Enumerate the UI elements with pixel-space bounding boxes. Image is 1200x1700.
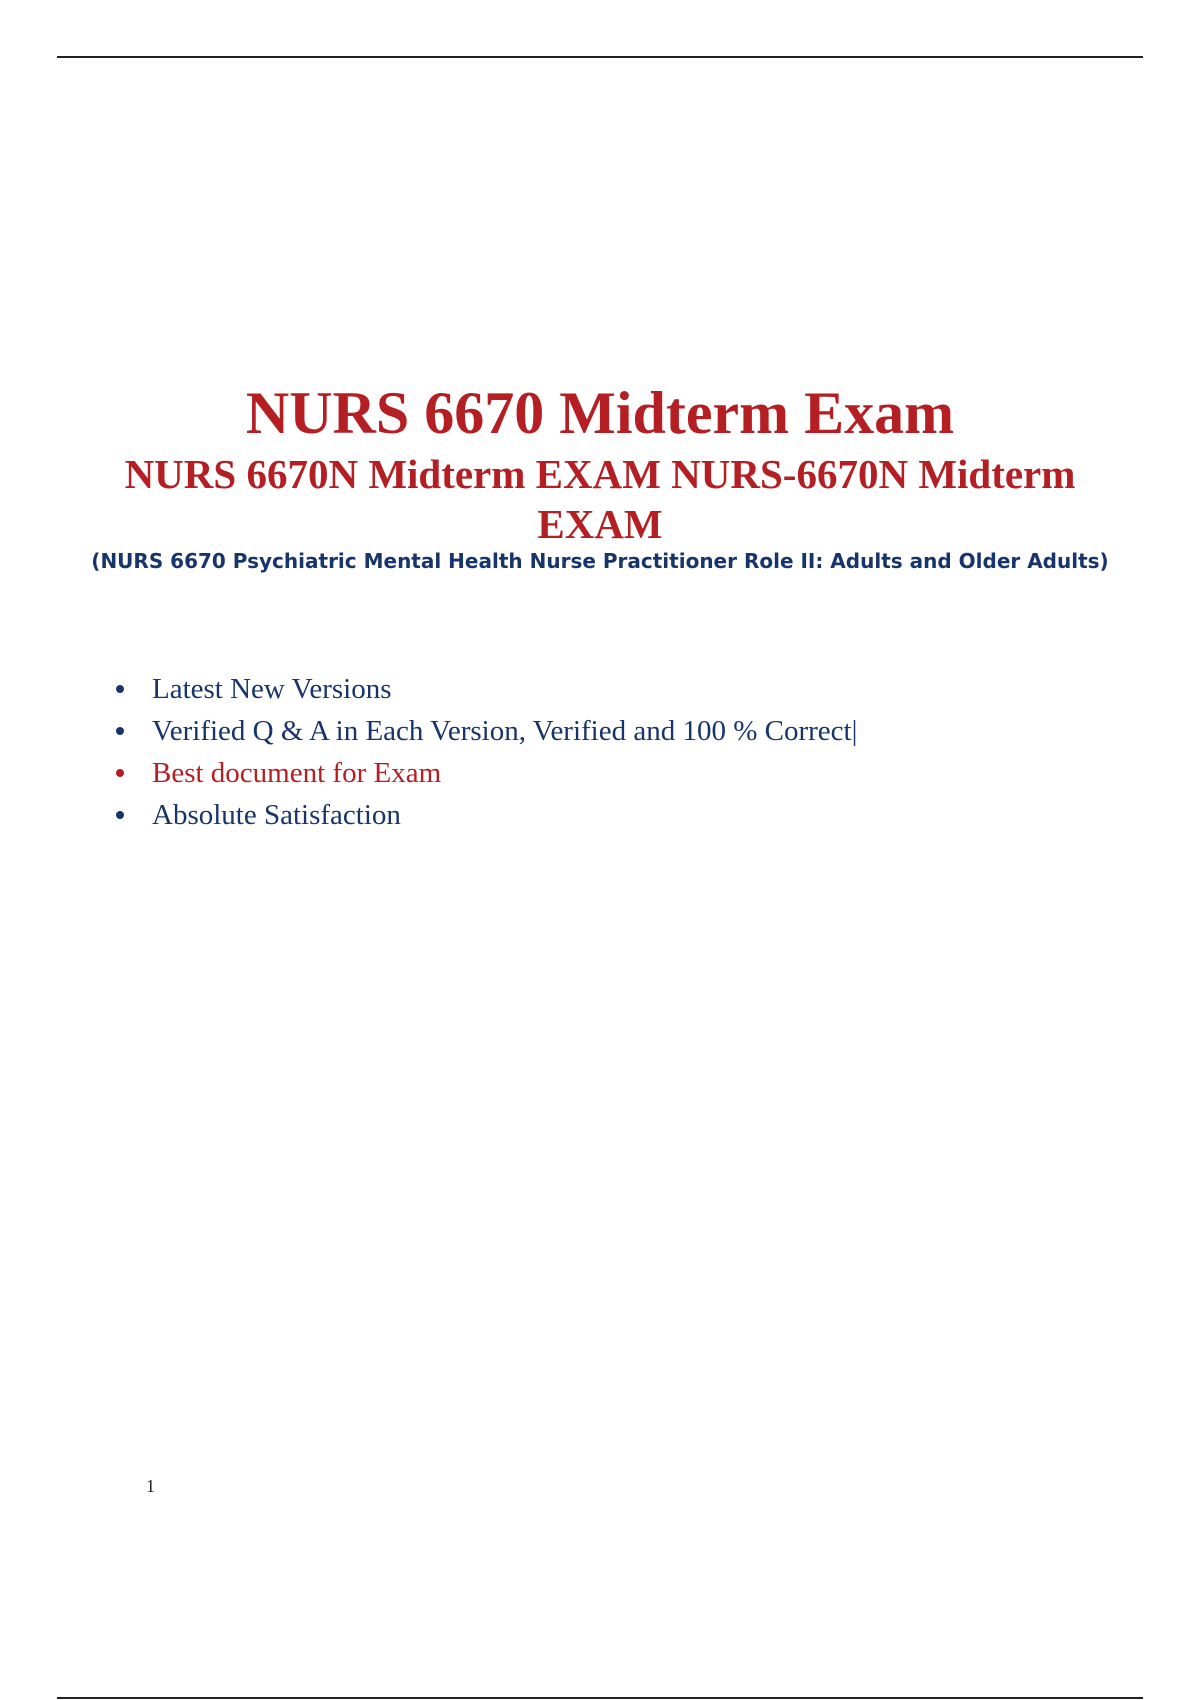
bottom-rule	[57, 1697, 1143, 1699]
feature-item	[112, 752, 857, 794]
feature-item	[112, 710, 857, 752]
feature-text: Best document for Exam	[152, 757, 442, 789]
top-rule	[57, 56, 1143, 58]
feature-text: Absolute Satisfaction	[152, 799, 401, 831]
bullet-icon	[116, 811, 124, 819]
feature-text: Verified Q & A in Each Version, Verified and 100 % Correct|	[152, 715, 858, 747]
page-number: 1	[146, 1476, 155, 1496]
bullet-icon	[116, 727, 124, 735]
document-title: NURS 6670 Midterm Exam	[245, 380, 955, 446]
feature-item	[112, 794, 857, 836]
course-description: (NURS 6670 Psychiatric Mental Health Nurse Practitioner Role II: Adults and Older Adults)	[91, 549, 1109, 573]
feature-list	[112, 668, 857, 836]
document-subtitle: NURS 6670N Midterm EXAM NURS-6670N Midterm EXAM	[124, 451, 1076, 547]
bullet-icon	[116, 769, 124, 777]
bullet-icon	[116, 685, 124, 693]
feature-item	[112, 668, 857, 710]
feature-text: Latest New Versions	[152, 673, 392, 705]
